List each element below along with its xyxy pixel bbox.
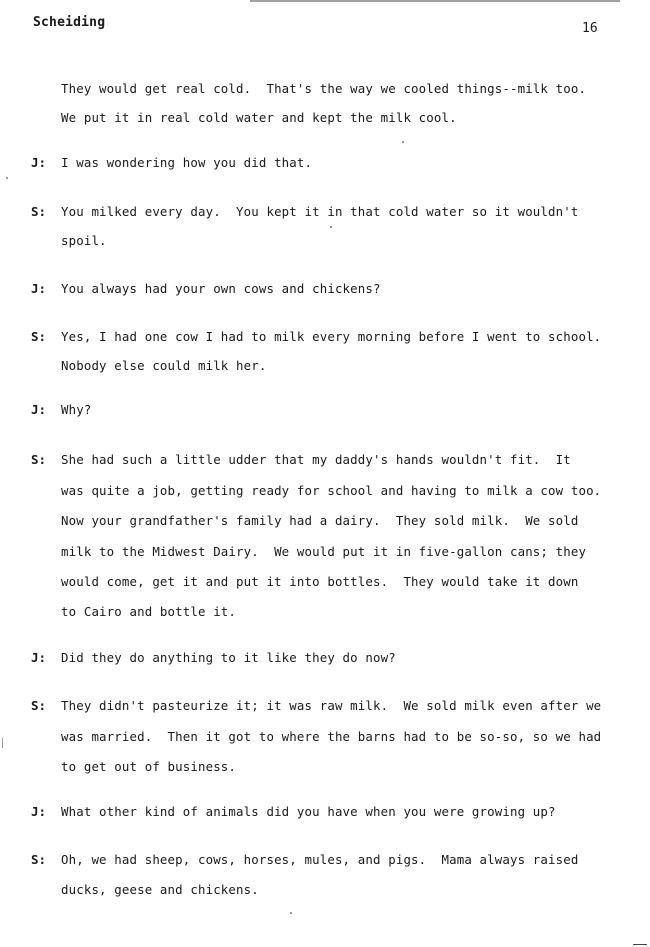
transcript-line: Nobody else could milk her. <box>61 358 267 373</box>
transcript-line: was quite a job, getting ready for school and having to milk a cow too. <box>61 483 602 498</box>
transcript-line: They didn't pasteurize it; it was raw milk. We sold milk even after we <box>61 698 602 713</box>
transcript-line: Did they do anything to it like they do now? <box>61 650 396 665</box>
transcript-line: She had such a little udder that my daddy's hands wouldn't fit. It <box>61 452 571 467</box>
transcript-line: to get out of business. <box>61 759 237 774</box>
transcript-line: was married. Then it got to where the barns had to be so-so, so we had <box>61 729 602 744</box>
speaker-label: J: <box>31 281 47 296</box>
speaker-label: J: <box>31 402 47 417</box>
transcript-line: Why? <box>61 402 92 417</box>
transcript-line: to Cairo and bottle it. <box>61 604 237 619</box>
top-edge-rule <box>250 0 620 2</box>
speaker-label: S: <box>31 698 47 713</box>
transcript-line: We put it in real cold water and kept the milk cool. <box>61 110 457 125</box>
speaker-label: J: <box>31 804 47 819</box>
transcript-line: milk to the Midwest Dairy. We would put it in five-gallon cans; they <box>61 544 587 559</box>
scan-speck <box>402 141 404 143</box>
scan-edge-mark <box>633 944 647 945</box>
transcript-line: They would get real cold. That's the way we cooled things--milk too. <box>61 81 587 96</box>
transcript-line: You always had your own cows and chickens? <box>61 281 381 296</box>
transcript-line: would come, get it and put it into bottles. They would take it down <box>61 574 579 589</box>
scan-speck <box>330 226 332 228</box>
transcript-line: I was wondering how you did that. <box>61 155 313 170</box>
transcript-line: ducks, geese and chickens. <box>61 882 259 897</box>
speaker-label: S: <box>31 852 47 867</box>
speaker-label: S: <box>31 204 47 219</box>
scan-speck <box>290 912 292 914</box>
page-number: 16 <box>582 21 598 36</box>
scan-speck <box>6 177 8 179</box>
transcript-line: Now your grandfather's family had a dairy. They sold milk. We sold <box>61 513 579 528</box>
speaker-label: S: <box>31 452 47 467</box>
transcript-line: You milked every day. You kept it in that cold water so it wouldn't <box>61 204 579 219</box>
transcript-line: Yes, I had one cow I had to milk every morning before I went to school. <box>61 329 602 344</box>
transcript-line: What other kind of animals did you have when you were growing up? <box>61 804 556 819</box>
speaker-label: J: <box>31 650 47 665</box>
transcript-line: spoil. <box>61 233 107 248</box>
speaker-label: S: <box>31 329 47 344</box>
scan-edge-mark <box>2 738 3 748</box>
interviewee-name-header: Scheiding <box>33 15 106 30</box>
transcript-line: Oh, we had sheep, cows, horses, mules, and pigs. Mama always raised <box>61 852 579 867</box>
speaker-label: J: <box>31 155 47 170</box>
